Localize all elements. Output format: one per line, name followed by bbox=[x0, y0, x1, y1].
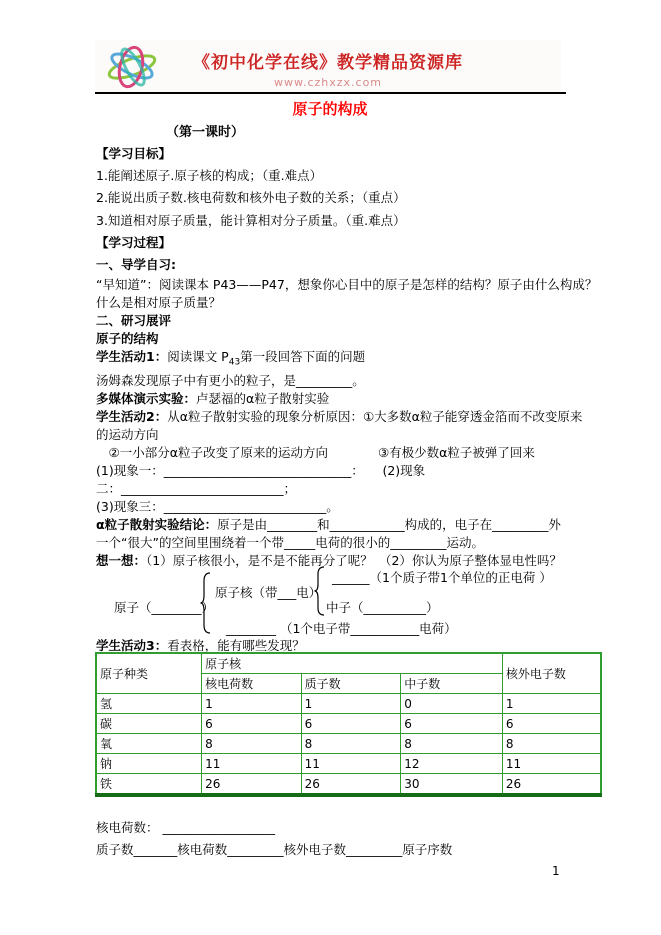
body-line-bold: 【学习目标】 bbox=[96, 146, 172, 161]
outer-brace-icon bbox=[200, 572, 212, 635]
body-line: (1)现象一：______________________________： (2)现象 bbox=[96, 462, 426, 478]
table-cell: 11 bbox=[202, 754, 302, 774]
relation-blank-line: 质子数_______核电荷数_________核外电子数_________原子序数 bbox=[96, 842, 453, 857]
table-cell: 碳 bbox=[96, 714, 202, 734]
body-line-bold: 一、导学自习: bbox=[96, 257, 176, 273]
body-line: 什么是相对原子质量？ bbox=[96, 295, 222, 311]
table-cell: 11 bbox=[502, 754, 601, 774]
body-line: 学生活动1：阅读课文 $P_{43}$第一段回答下面的问题 bbox=[96, 349, 366, 368]
atom-logo-icon bbox=[101, 42, 163, 90]
body-line: 学生活动2：从α粒子散射实验的现象分析原因：①大多数α粒子能穿透金箔而不改变原来 bbox=[96, 408, 583, 424]
body-line-bold: 学生活动2： bbox=[96, 408, 168, 424]
col-header-neutrons: 中子数 bbox=[401, 674, 503, 694]
table-cell: 铁 bbox=[96, 774, 202, 796]
body-line: “早知道”：阅读课本 P43——P47，想象你心目中的原子是怎样的结构？原子由什么构成？ bbox=[96, 277, 598, 293]
page-ref-subscript: 43 bbox=[228, 357, 241, 368]
table-cell: 11 bbox=[301, 754, 401, 774]
table-cell: 26 bbox=[502, 774, 601, 796]
body-line-bold: 学生活动1： bbox=[96, 349, 168, 365]
table-row bbox=[96, 754, 601, 774]
body-line: 想一想：（1）原子核很小，是不是不能再分了呢？ （2）你认为原子整体显电性吗？ bbox=[96, 552, 562, 568]
body-line: 一个“很大”的空间里围绕着一个带_____电荷的很小的_________运动。 bbox=[96, 534, 484, 550]
activity3-text: 看表格，能有哪些发现？ bbox=[167, 638, 305, 653]
activity3-bold-label: 学生活动3： bbox=[96, 638, 168, 653]
body-line-bold: 想一想： bbox=[96, 552, 147, 568]
table-cell: 6 bbox=[401, 714, 503, 734]
body-line: 汤姆森发现原子中有更小的粒子，是_________。 bbox=[96, 372, 365, 388]
page-number: 1 bbox=[552, 864, 560, 878]
diagram-neutron-line: 中子（__________） bbox=[326, 600, 439, 615]
table-cell: 12 bbox=[401, 754, 503, 774]
table-cell: 0 bbox=[401, 694, 503, 714]
table-cell: 钠 bbox=[96, 754, 202, 774]
table-cell: 1 bbox=[202, 694, 302, 714]
site-url: www.czhxzx.com bbox=[273, 76, 383, 89]
table-row bbox=[96, 694, 601, 714]
body-line bbox=[96, 312, 582, 330]
col-header-outer-electrons: 核外电子数 bbox=[502, 653, 601, 694]
table-cell: 26 bbox=[301, 774, 401, 796]
inner-brace-icon bbox=[314, 566, 326, 617]
table-row bbox=[96, 774, 601, 796]
table-cell: 8 bbox=[401, 734, 503, 754]
table-cell: 氧 bbox=[96, 734, 202, 754]
col-header-nucleus: 原子核 bbox=[202, 653, 503, 674]
table-cell: 26 bbox=[202, 774, 302, 796]
body-line bbox=[96, 232, 582, 254]
page-title: 原子的构成 bbox=[292, 100, 368, 118]
site-header bbox=[95, 40, 561, 92]
body-line: 多媒体演示实验：卢瑟福的α粒子散射实验 bbox=[96, 390, 330, 406]
table-cell: 30 bbox=[401, 774, 503, 796]
table-header-row-1 bbox=[96, 653, 601, 674]
table-row bbox=[96, 734, 601, 754]
body-line bbox=[96, 143, 582, 165]
table-row bbox=[96, 714, 601, 734]
col-header-nuclear-charge: 核电荷数 bbox=[202, 674, 302, 694]
body-line: 3.知道相对原子质量，能计算相对分子质量。（重.难点） bbox=[96, 212, 406, 228]
table-cell: 8 bbox=[502, 734, 601, 754]
table-cell: 6 bbox=[502, 714, 601, 734]
body-line bbox=[96, 330, 582, 348]
table-cell: 6 bbox=[202, 714, 302, 734]
body-line-bold: 多媒体演示实验： bbox=[96, 390, 197, 406]
atoms-data-table bbox=[95, 652, 602, 797]
table-cell: 6 bbox=[301, 714, 401, 734]
site-brand-title: 《初中化学在线》教学精品资源库 bbox=[193, 53, 463, 73]
nuclear-charge-blank-line: 核电荷数： __________________ bbox=[96, 820, 275, 835]
body-line: 二：__________________________； bbox=[96, 480, 297, 496]
diagram-nucleus-label: 原子核（带___电） bbox=[215, 585, 322, 600]
body-line: α粒子散射实验结论：原子是由________和____________构成的，电子在_________外 bbox=[96, 516, 561, 532]
body-line-bold: α粒子散射实验结论： bbox=[96, 516, 218, 532]
body-line-bold: 【学习过程】 bbox=[96, 234, 172, 250]
body-line bbox=[96, 254, 582, 276]
table-cell: 氢 bbox=[96, 694, 202, 714]
diagram-proton-line: ______（1个质子带1个单位的正电荷 ） bbox=[332, 570, 552, 585]
diagram-atom-label: 原子（________） bbox=[114, 600, 215, 615]
body-line: (3)现象三：__________________________。 bbox=[96, 498, 339, 514]
header-divider bbox=[95, 92, 566, 94]
table-cell: 1 bbox=[502, 694, 601, 714]
body-line-bold: 原子的结构 bbox=[96, 331, 159, 347]
body-line: 2.能说出质子数.核电荷数和核外电子数的关系；（重点） bbox=[96, 190, 406, 206]
table-cell: 1 bbox=[301, 694, 401, 714]
body-line-bold: 二、研习展评 bbox=[96, 313, 172, 329]
page-subtitle: （第一课时） bbox=[166, 125, 245, 140]
body-line: ②一小部分α粒子改变了原来的运动方向 ③有极少数α粒子被弹了回来 bbox=[96, 444, 535, 460]
body-line: 1.能阐述原子.原子核的构成；（重.难点） bbox=[96, 168, 323, 184]
body-text bbox=[96, 143, 598, 570]
table-cell: 8 bbox=[301, 734, 401, 754]
diagram-electron-line: ________ （1个电子带___________电荷） bbox=[226, 621, 457, 636]
body-line: 的运动方向 bbox=[96, 426, 159, 442]
col-header-protons: 质子数 bbox=[301, 674, 401, 694]
col-header-atom-type: 原子种类 bbox=[96, 653, 202, 694]
table-cell: 8 bbox=[202, 734, 302, 754]
